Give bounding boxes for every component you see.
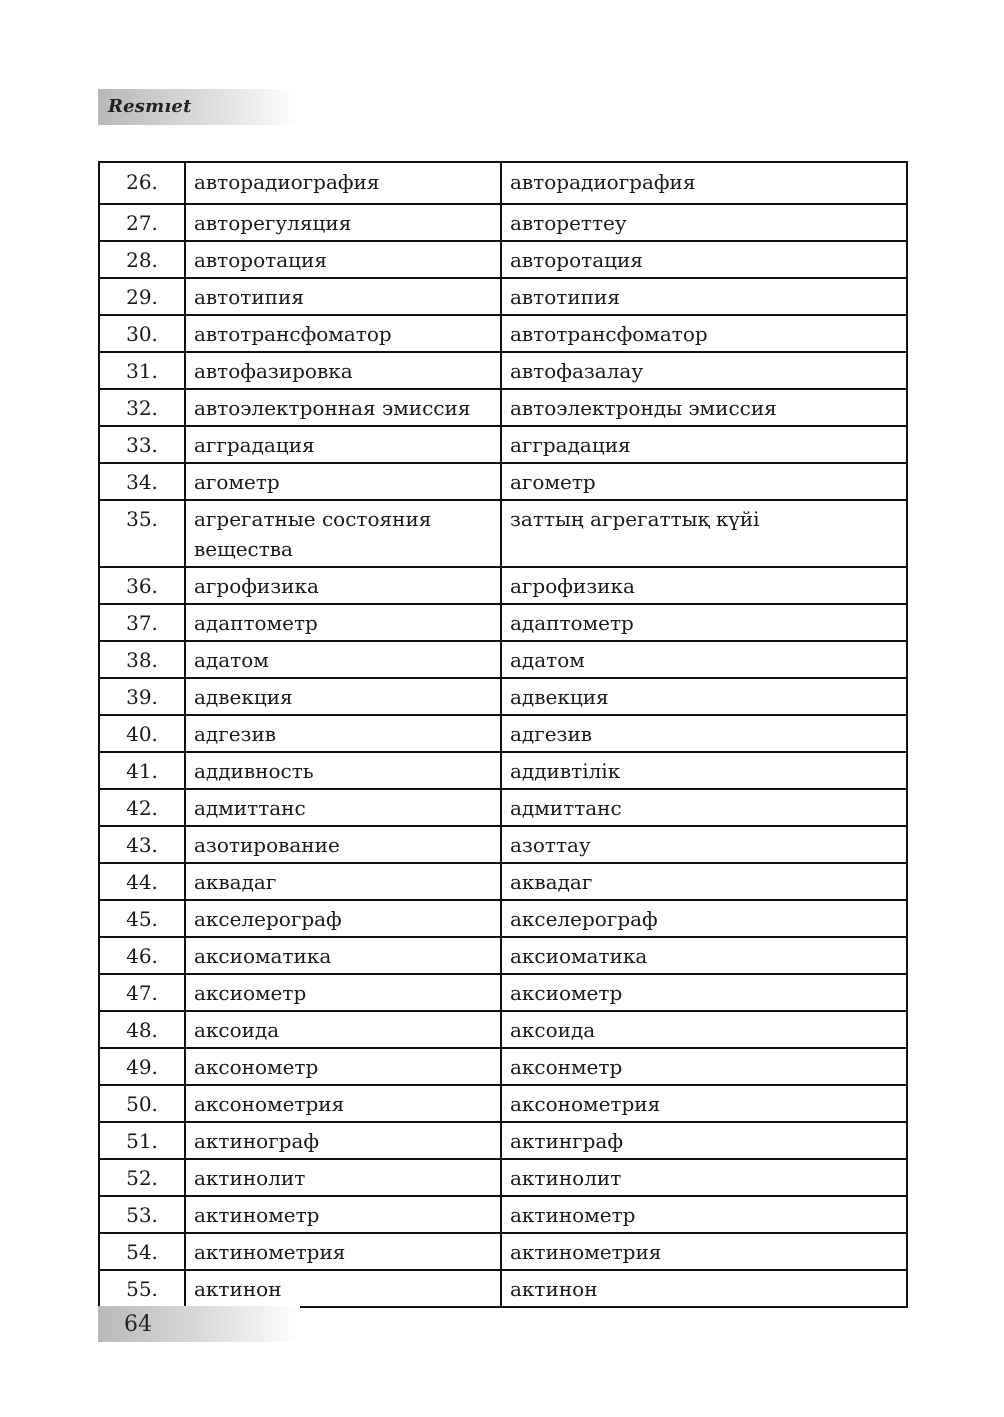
kazakh-term-cell: авторадиография [501, 162, 907, 204]
term-number-cell: 27. [99, 204, 185, 241]
russian-term-cell: адгезив [185, 715, 501, 752]
kazakh-term-cell: актинометр [501, 1196, 907, 1233]
running-header-title: Resmıet [108, 96, 192, 117]
russian-term-cell: автотипия [185, 278, 501, 315]
kazakh-term-cell: адгезив [501, 715, 907, 752]
table-row [99, 278, 907, 315]
term-number-cell: 35. [99, 500, 185, 567]
russian-term-cell: адмиттанс [185, 789, 501, 826]
table-row [99, 567, 907, 604]
kazakh-term-cell: актинграф [501, 1122, 907, 1159]
term-number-cell: 55. [99, 1270, 185, 1307]
term-number-cell: 41. [99, 752, 185, 789]
russian-term-cell: адвекция [185, 678, 501, 715]
table-row [99, 389, 907, 426]
table-row [99, 241, 907, 278]
kazakh-term-cell: аксонметр [501, 1048, 907, 1085]
term-number-cell: 45. [99, 900, 185, 937]
kazakh-term-cell: автофазалау [501, 352, 907, 389]
kazakh-term-cell: азоттау [501, 826, 907, 863]
table-row [99, 1233, 907, 1270]
term-number-cell: 37. [99, 604, 185, 641]
kazakh-term-cell: агометр [501, 463, 907, 500]
term-number-cell: 28. [99, 241, 185, 278]
term-number-cell: 50. [99, 1085, 185, 1122]
term-number-cell: 38. [99, 641, 185, 678]
russian-term-cell: актинолит [185, 1159, 501, 1196]
term-number-cell: 53. [99, 1196, 185, 1233]
term-number-cell: 44. [99, 863, 185, 900]
table-row [99, 678, 907, 715]
table-row [99, 974, 907, 1011]
term-number-cell: 32. [99, 389, 185, 426]
term-number-cell: 43. [99, 826, 185, 863]
term-number-cell: 42. [99, 789, 185, 826]
russian-term-cell: аквадаг [185, 863, 501, 900]
term-number-cell: 33. [99, 426, 185, 463]
russian-term-cell: аксиометр [185, 974, 501, 1011]
russian-term-cell: аксонометрия [185, 1085, 501, 1122]
russian-term-cell: аксоида [185, 1011, 501, 1048]
table-row [99, 426, 907, 463]
table-row [99, 826, 907, 863]
russian-term-cell: азотирование [185, 826, 501, 863]
term-number-cell: 51. [99, 1122, 185, 1159]
page-number: 64 [124, 1312, 152, 1337]
kazakh-term-cell: аксиометр [501, 974, 907, 1011]
kazakh-term-cell: актинолит [501, 1159, 907, 1196]
kazakh-term-cell: адвекция [501, 678, 907, 715]
table-row [99, 789, 907, 826]
russian-term-cell: аддивность [185, 752, 501, 789]
table-row [99, 352, 907, 389]
table-row [99, 604, 907, 641]
kazakh-term-cell: актинометрия [501, 1233, 907, 1270]
kazakh-term-cell: аквадаг [501, 863, 907, 900]
table-row [99, 752, 907, 789]
russian-term-cell: актинометр [185, 1196, 501, 1233]
kazakh-term-cell: аксиоматика [501, 937, 907, 974]
term-number-cell: 48. [99, 1011, 185, 1048]
kazakh-term-cell: аддивтілік [501, 752, 907, 789]
term-number-cell: 47. [99, 974, 185, 1011]
kazakh-term-cell: аггрaдация [501, 426, 907, 463]
table-row [99, 1159, 907, 1196]
kazakh-term-cell: акселерограф [501, 900, 907, 937]
kazakh-term-cell: автотрансфоматор [501, 315, 907, 352]
kazakh-term-cell: аксоида [501, 1011, 907, 1048]
russian-term-cell: аксиоматика [185, 937, 501, 974]
term-number-cell: 36. [99, 567, 185, 604]
table-row [99, 641, 907, 678]
kazakh-term-cell: автореттеу [501, 204, 907, 241]
russian-term-cell: агрегатные состояния вещества [185, 500, 501, 567]
terms-table [98, 161, 908, 1308]
russian-term-cell: агометр [185, 463, 501, 500]
table-row [99, 162, 907, 204]
term-number-cell: 46. [99, 937, 185, 974]
russian-term-cell: автотрансфоматор [185, 315, 501, 352]
term-number-cell: 52. [99, 1159, 185, 1196]
table-row [99, 1122, 907, 1159]
table-row [99, 315, 907, 352]
russian-term-cell: агрофизика [185, 567, 501, 604]
russian-term-cell: авторотация [185, 241, 501, 278]
term-number-cell: 49. [99, 1048, 185, 1085]
table-row [99, 863, 907, 900]
table-row [99, 463, 907, 500]
term-number-cell: 54. [99, 1233, 185, 1270]
kazakh-term-cell: автотипия [501, 278, 907, 315]
russian-term-cell: автоэлектронная эмиссия [185, 389, 501, 426]
kazakh-term-cell: заттың агрегаттық күйі [501, 500, 907, 567]
kazakh-term-cell: агрофизика [501, 567, 907, 604]
term-number-cell: 34. [99, 463, 185, 500]
table-row [99, 1085, 907, 1122]
term-number-cell: 39. [99, 678, 185, 715]
russian-term-cell: автофазировка [185, 352, 501, 389]
terms-table-body [99, 162, 907, 1307]
russian-term-cell: аксонометр [185, 1048, 501, 1085]
russian-term-cell: актинон [185, 1270, 501, 1307]
russian-term-cell: адатом [185, 641, 501, 678]
table-row [99, 1270, 907, 1307]
russian-term-cell: акселерограф [185, 900, 501, 937]
russian-term-cell: актинометрия [185, 1233, 501, 1270]
term-number-cell: 30. [99, 315, 185, 352]
russian-term-cell: авторегуляция [185, 204, 501, 241]
term-number-cell: 31. [99, 352, 185, 389]
kazakh-term-cell: авторотация [501, 241, 907, 278]
table-row [99, 715, 907, 752]
kazakh-term-cell: актинон [501, 1270, 907, 1307]
table-row [99, 900, 907, 937]
term-number-cell: 26. [99, 162, 185, 204]
kazakh-term-cell: автоэлектронды эмиссия [501, 389, 907, 426]
kazakh-term-cell: аксонометрия [501, 1085, 907, 1122]
russian-term-cell: авторадиография [185, 162, 501, 204]
table-row [99, 1011, 907, 1048]
table-row [99, 937, 907, 974]
term-number-cell: 40. [99, 715, 185, 752]
table-row [99, 204, 907, 241]
table-row [99, 500, 907, 567]
russian-term-cell: адаптометр [185, 604, 501, 641]
kazakh-term-cell: адаптометр [501, 604, 907, 641]
table-row [99, 1048, 907, 1085]
kazakh-term-cell: адатом [501, 641, 907, 678]
russian-term-cell: актинограф [185, 1122, 501, 1159]
kazakh-term-cell: адмиттанс [501, 789, 907, 826]
russian-term-cell: аггрaдация [185, 426, 501, 463]
table-row [99, 1196, 907, 1233]
term-number-cell: 29. [99, 278, 185, 315]
